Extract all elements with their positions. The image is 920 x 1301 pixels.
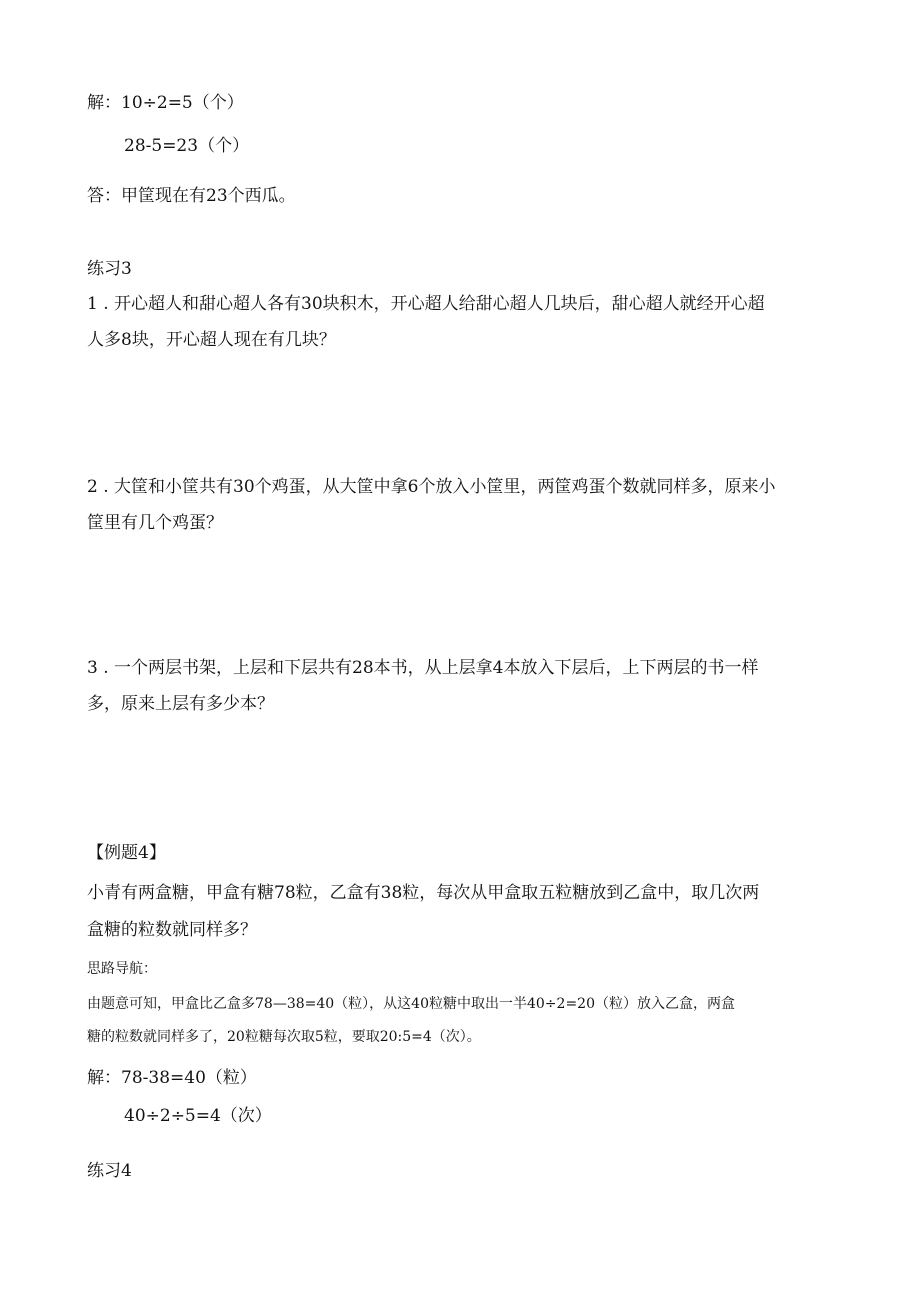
- practice-3-q1-line-1: 1 . 开心超人和甜心超人各有30块积木，开心超人给甜心超人几块后，甜心超人就经开心超: [87, 294, 765, 314]
- example-4-problem-line-1: 小青有两盒糖，甲盒有糖78粒，乙盒有38粒，每次从甲盒取五粒糖放到乙盒中，取几次两: [87, 883, 760, 903]
- example-4-solution-line-1: 解：78-38=40（粒）: [87, 1068, 257, 1088]
- practice-3-q2-line-1: 2 . 大筐和小筐共有30个鸡蛋，从大筐中拿6个放入小筐里，两筐鸡蛋个数就同样多，原来小: [87, 477, 776, 497]
- practice-3-q3-line-1: 3 . 一个两层书架，上层和下层共有28本书，从上层拿4本放入下层后，上下两层的书一样: [87, 658, 759, 678]
- solution-line-1: 解：10÷2=5（个）: [87, 93, 244, 113]
- example-4-problem-line-2: 盒糖的粒数就同样多？: [87, 920, 257, 940]
- hint-line-2: 糖的粒数就同样多了，20粒糖每次取5粒，要取20:5=4（次）。: [87, 1029, 481, 1045]
- hint-title: 思路导航：: [87, 961, 157, 977]
- practice-4-heading: 练习4: [87, 1161, 132, 1181]
- example-4-heading: 【例题4】: [87, 843, 166, 863]
- practice-3-heading: 练习3: [87, 259, 132, 279]
- answer-line: 答：甲筐现在有23个西瓜。: [87, 186, 296, 206]
- example-4-solution-line-2: 40÷2÷5=4（次）: [124, 1106, 272, 1126]
- practice-3-q3-line-2: 多，原来上层有多少本？: [87, 694, 274, 714]
- hint-line-1: 由题意可知，甲盒比乙盒多78—38=40（粒），从这40粒糖中取出一半40÷2=20（粒）放入乙盒，两盒: [87, 996, 735, 1012]
- practice-3-q2-line-2: 筐里有几个鸡蛋？: [87, 513, 223, 533]
- solution-line-2: 28-5=23（个）: [124, 136, 250, 156]
- practice-3-q1-line-2: 人多8块，开心超人现在有几块？: [87, 330, 336, 350]
